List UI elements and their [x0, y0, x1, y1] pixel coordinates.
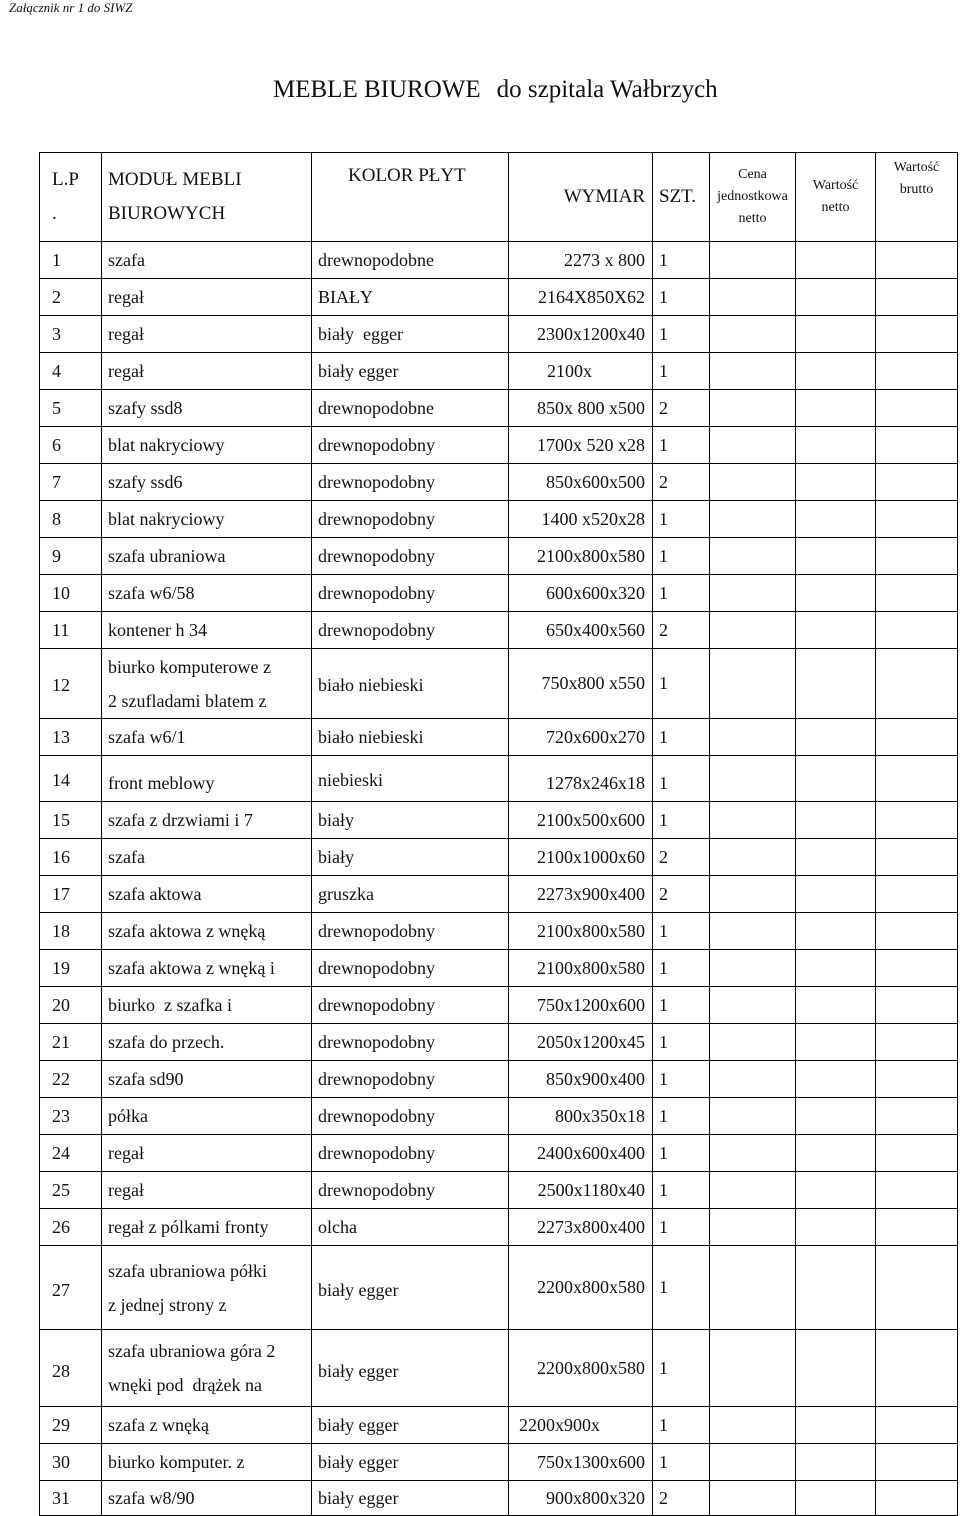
- cell-value-net: [796, 242, 876, 279]
- cell-dimensions: 2500x1180x40: [509, 1172, 653, 1209]
- cell-dimensions: 2100x1000x60: [509, 839, 653, 876]
- col-header-value-net: Wartość netto: [796, 153, 876, 242]
- cell-unit-price: [710, 612, 796, 649]
- cell-name: regał: [102, 353, 312, 390]
- cell-unit-price: [710, 427, 796, 464]
- cell-qty: 1: [653, 1135, 710, 1172]
- cell-lp: 12: [40, 649, 102, 719]
- table-row: [40, 464, 958, 501]
- cell-lp: 19: [40, 950, 102, 987]
- cell-dimensions: 650x400x560: [509, 612, 653, 649]
- cell-unit-price: [710, 279, 796, 316]
- cell-unit-price: [710, 1246, 796, 1330]
- cell-value-gross: [876, 390, 958, 427]
- cell-value-net: [796, 1209, 876, 1246]
- cell-dimensions: 850x600x500: [509, 464, 653, 501]
- cell-color: drewnopodobne: [312, 242, 509, 279]
- cell-lp: 3: [40, 316, 102, 353]
- cell-name: szafa aktowa z wnęką: [102, 913, 312, 950]
- cell-qty: 1: [653, 279, 710, 316]
- cell-dimensions: 2200x900x: [509, 1407, 653, 1444]
- cell-lp: 6: [40, 427, 102, 464]
- cell-unit-price: [710, 719, 796, 756]
- table-row: [40, 1330, 958, 1407]
- cell-name: biurko komputer. z: [102, 1444, 312, 1481]
- cell-qty: 2: [653, 876, 710, 913]
- table-row: [40, 1098, 958, 1135]
- cell-name: regał z pólkami fronty: [102, 1209, 312, 1246]
- table-row: [40, 1444, 958, 1481]
- cell-lp: 27: [40, 1246, 102, 1330]
- cell-color: drewnopodobny: [312, 913, 509, 950]
- cell-lp: 20: [40, 987, 102, 1024]
- cell-unit-price: [710, 987, 796, 1024]
- cell-unit-price: [710, 802, 796, 839]
- cell-unit-price: [710, 1407, 796, 1444]
- table-row: [40, 1246, 958, 1330]
- cell-dimensions: 850x900x400: [509, 1061, 653, 1098]
- cell-qty: 1: [653, 316, 710, 353]
- cell-dimensions: 2273 x 800: [509, 242, 653, 279]
- cell-value-net: [796, 316, 876, 353]
- cell-unit-price: [710, 1135, 796, 1172]
- cell-qty: 1: [653, 1172, 710, 1209]
- col-header-dimensions: WYMIAR: [509, 153, 653, 242]
- cell-unit-price: [710, 501, 796, 538]
- cell-unit-price: [710, 390, 796, 427]
- cell-value-gross: [876, 538, 958, 575]
- cell-color: drewnopodobny: [312, 1098, 509, 1135]
- table-row: [40, 1135, 958, 1172]
- cell-unit-price: [710, 1172, 796, 1209]
- cell-lp: 9: [40, 538, 102, 575]
- cell-dimensions: 800x350x18: [509, 1098, 653, 1135]
- cell-qty: 2: [653, 1481, 710, 1516]
- cell-value-net: [796, 1330, 876, 1407]
- table-row: [40, 242, 958, 279]
- cell-unit-price: [710, 649, 796, 719]
- cell-qty: 1: [653, 1246, 710, 1330]
- cell-lp: 13: [40, 719, 102, 756]
- cell-unit-price: [710, 913, 796, 950]
- cell-value-gross: [876, 427, 958, 464]
- table-row: [40, 427, 958, 464]
- table-row: [40, 649, 958, 719]
- cell-qty: 2: [653, 464, 710, 501]
- cell-unit-price: [710, 242, 796, 279]
- cell-qty: 1: [653, 802, 710, 839]
- cell-name: szafa sd90: [102, 1061, 312, 1098]
- cell-name: blat nakryciowy: [102, 427, 312, 464]
- cell-value-net: [796, 1061, 876, 1098]
- cell-value-gross: [876, 1061, 958, 1098]
- cell-value-gross: [876, 1209, 958, 1246]
- cell-value-net: [796, 1481, 876, 1516]
- cell-color: drewnopodobny: [312, 612, 509, 649]
- cell-qty: 1: [653, 1209, 710, 1246]
- cell-color: biały egger: [312, 1407, 509, 1444]
- cell-value-gross: [876, 1407, 958, 1444]
- cell-lp: 15: [40, 802, 102, 839]
- cell-dimensions: 2100x800x580: [509, 913, 653, 950]
- cell-lp: 17: [40, 876, 102, 913]
- cell-name: szafa w8/90: [102, 1481, 312, 1516]
- cell-color: drewnopodobny: [312, 1061, 509, 1098]
- cell-value-net: [796, 839, 876, 876]
- cell-name: regał: [102, 1172, 312, 1209]
- cell-dimensions: 2273x900x400: [509, 876, 653, 913]
- cell-color: drewnopodobny: [312, 1135, 509, 1172]
- cell-value-net: [796, 464, 876, 501]
- cell-value-net: [796, 802, 876, 839]
- cell-dimensions: 900x800x320: [509, 1481, 653, 1516]
- cell-qty: 1: [653, 950, 710, 987]
- cell-name: blat nakryciowy: [102, 501, 312, 538]
- cell-qty: 1: [653, 1444, 710, 1481]
- cell-qty: 1: [653, 427, 710, 464]
- cell-dimensions: 2200x800x580: [509, 1246, 653, 1330]
- cell-color: gruszka: [312, 876, 509, 913]
- cell-lp: 28: [40, 1330, 102, 1407]
- table-row: [40, 538, 958, 575]
- cell-name: szafa aktowa z wnęką i: [102, 950, 312, 987]
- cell-dimensions: 2100x: [509, 353, 653, 390]
- cell-dimensions: 2100x800x580: [509, 950, 653, 987]
- cell-lp: 8: [40, 501, 102, 538]
- cell-dimensions: 2100x800x580: [509, 538, 653, 575]
- cell-value-gross: [876, 353, 958, 390]
- cell-color: olcha: [312, 1209, 509, 1246]
- cell-lp: 23: [40, 1098, 102, 1135]
- cell-lp: 24: [40, 1135, 102, 1172]
- table-row: [40, 987, 958, 1024]
- table-row: [40, 756, 958, 802]
- cell-unit-price: [710, 538, 796, 575]
- cell-color: biały egger: [312, 1246, 509, 1330]
- cell-value-gross: [876, 913, 958, 950]
- cell-dimensions: 750x1200x600: [509, 987, 653, 1024]
- cell-dimensions: 600x600x320: [509, 575, 653, 612]
- cell-qty: 1: [653, 1330, 710, 1407]
- table-row: [40, 1172, 958, 1209]
- cell-lp: 25: [40, 1172, 102, 1209]
- cell-value-gross: [876, 950, 958, 987]
- cell-dimensions: 720x600x270: [509, 719, 653, 756]
- cell-dimensions: 1400 x520x28: [509, 501, 653, 538]
- col-header-unit-price: Cena jednostkowa netto: [710, 153, 796, 242]
- cell-value-gross: [876, 612, 958, 649]
- cell-qty: 1: [653, 649, 710, 719]
- cell-color: drewnopodobny: [312, 950, 509, 987]
- cell-name: szafa z drzwiami i 7: [102, 802, 312, 839]
- cell-value-gross: [876, 316, 958, 353]
- cell-name: półka: [102, 1098, 312, 1135]
- cell-unit-price: [710, 464, 796, 501]
- cell-color: drewnopodobny: [312, 987, 509, 1024]
- cell-value-gross: [876, 802, 958, 839]
- table-row: [40, 876, 958, 913]
- cell-name: biurko komputerowe z 2 szufladami blatem z: [102, 649, 312, 719]
- cell-dimensions: 1700x 520 x28: [509, 427, 653, 464]
- cell-value-net: [796, 353, 876, 390]
- cell-value-net: [796, 1407, 876, 1444]
- cell-name: front meblowy: [102, 756, 312, 802]
- cell-color: drewnopodobny: [312, 501, 509, 538]
- cell-name: szafa ubraniowa góra 2 wnęki pod drążek na: [102, 1330, 312, 1407]
- cell-unit-price: [710, 950, 796, 987]
- table-row: [40, 1209, 958, 1246]
- cell-value-net: [796, 987, 876, 1024]
- cell-unit-price: [710, 1481, 796, 1516]
- cell-value-net: [796, 1135, 876, 1172]
- cell-value-gross: [876, 1172, 958, 1209]
- cell-color: drewnopodobny: [312, 1172, 509, 1209]
- cell-value-gross: [876, 1098, 958, 1135]
- cell-name: szafa ubraniowa: [102, 538, 312, 575]
- table-row: [40, 719, 958, 756]
- cell-color: biały egger: [312, 1444, 509, 1481]
- cell-value-gross: [876, 1135, 958, 1172]
- table-row: [40, 390, 958, 427]
- col-header-module: MODUŁ MEBLI BIUROWYCH: [102, 153, 312, 242]
- cell-color: niebieski: [312, 756, 509, 802]
- col-header-qty: SZT.: [653, 153, 710, 242]
- cell-dimensions: 750x800 x550: [509, 649, 653, 719]
- cell-qty: 1: [653, 1024, 710, 1061]
- cell-color: biały egger: [312, 1330, 509, 1407]
- cell-qty: 1: [653, 242, 710, 279]
- cell-dimensions: 2050x1200x45: [509, 1024, 653, 1061]
- cell-qty: 2: [653, 612, 710, 649]
- cell-name: szafa ubraniowa półki z jednej strony z: [102, 1246, 312, 1330]
- cell-value-net: [796, 649, 876, 719]
- table-row: [40, 279, 958, 316]
- cell-color: biały egger: [312, 316, 509, 353]
- cell-qty: 1: [653, 756, 710, 802]
- cell-value-gross: [876, 876, 958, 913]
- page-title: MEBLE BIUROWE do szpitala Wałbrzych: [273, 76, 718, 103]
- cell-unit-price: [710, 1024, 796, 1061]
- cell-value-gross: [876, 1024, 958, 1061]
- cell-lp: 7: [40, 464, 102, 501]
- cell-value-net: [796, 1444, 876, 1481]
- table-row: [40, 913, 958, 950]
- col-header-value-gross: Wartość brutto: [876, 153, 958, 242]
- cell-qty: 1: [653, 987, 710, 1024]
- cell-unit-price: [710, 1444, 796, 1481]
- cell-qty: 2: [653, 390, 710, 427]
- cell-value-gross: [876, 1246, 958, 1330]
- table-row: [40, 1024, 958, 1061]
- cell-value-net: [796, 612, 876, 649]
- table-row: [40, 612, 958, 649]
- cell-dimensions: 1278x246x18: [509, 756, 653, 802]
- cell-color: drewnopodobny: [312, 538, 509, 575]
- cell-value-net: [796, 1024, 876, 1061]
- col-header-lp: L.P .: [40, 153, 102, 242]
- cell-dimensions: 2400x600x400: [509, 1135, 653, 1172]
- cell-value-net: [796, 913, 876, 950]
- cell-value-net: [796, 876, 876, 913]
- cell-dimensions: 2273x800x400: [509, 1209, 653, 1246]
- cell-dimensions: 850x 800 x500: [509, 390, 653, 427]
- cell-dimensions: 750x1300x600: [509, 1444, 653, 1481]
- cell-name: szafa w6/1: [102, 719, 312, 756]
- cell-name: regał: [102, 279, 312, 316]
- cell-qty: 1: [653, 1407, 710, 1444]
- cell-value-net: [796, 279, 876, 316]
- cell-value-gross: [876, 464, 958, 501]
- cell-qty: 1: [653, 913, 710, 950]
- cell-color: biały: [312, 839, 509, 876]
- cell-name: szafy ssd6: [102, 464, 312, 501]
- cell-name: szafa w6/58: [102, 575, 312, 612]
- table-row: [40, 839, 958, 876]
- cell-lp: 21: [40, 1024, 102, 1061]
- cell-value-net: [796, 1098, 876, 1135]
- col-header-color: KOLOR PŁYT: [312, 153, 509, 242]
- cell-color: biało niebieski: [312, 719, 509, 756]
- table-header-row: [40, 153, 958, 242]
- cell-lp: 31: [40, 1481, 102, 1516]
- cell-lp: 29: [40, 1407, 102, 1444]
- table-row: [40, 950, 958, 987]
- cell-lp: 5: [40, 390, 102, 427]
- cell-color: drewnopodobny: [312, 427, 509, 464]
- cell-unit-price: [710, 839, 796, 876]
- cell-color: biały egger: [312, 1481, 509, 1516]
- cell-value-gross: [876, 1444, 958, 1481]
- cell-lp: 14: [40, 756, 102, 802]
- cell-lp: 16: [40, 839, 102, 876]
- table-row: [40, 1481, 958, 1516]
- table-row: [40, 316, 958, 353]
- cell-qty: 1: [653, 538, 710, 575]
- cell-value-gross: [876, 756, 958, 802]
- cell-unit-price: [710, 876, 796, 913]
- cell-value-gross: [876, 242, 958, 279]
- cell-qty: 1: [653, 1098, 710, 1135]
- cell-color: BIAŁY: [312, 279, 509, 316]
- furniture-table: [39, 152, 958, 1516]
- cell-value-net: [796, 538, 876, 575]
- cell-qty: 1: [653, 575, 710, 612]
- cell-name: biurko z szafka i: [102, 987, 312, 1024]
- cell-value-gross: [876, 279, 958, 316]
- cell-lp: 11: [40, 612, 102, 649]
- cell-qty: 2: [653, 839, 710, 876]
- cell-lp: 22: [40, 1061, 102, 1098]
- cell-lp: 4: [40, 353, 102, 390]
- cell-value-net: [796, 950, 876, 987]
- cell-value-gross: [876, 719, 958, 756]
- cell-name: szafa: [102, 242, 312, 279]
- cell-value-gross: [876, 501, 958, 538]
- cell-value-net: [796, 719, 876, 756]
- cell-unit-price: [710, 316, 796, 353]
- cell-lp: 18: [40, 913, 102, 950]
- cell-unit-price: [710, 756, 796, 802]
- cell-dimensions: 2164X850X62: [509, 279, 653, 316]
- cell-name: szafy ssd8: [102, 390, 312, 427]
- cell-value-net: [796, 756, 876, 802]
- table-row: [40, 1061, 958, 1098]
- cell-value-gross: [876, 1481, 958, 1516]
- cell-lp: 26: [40, 1209, 102, 1246]
- cell-unit-price: [710, 1098, 796, 1135]
- cell-dimensions: 2300x1200x40: [509, 316, 653, 353]
- cell-lp: 30: [40, 1444, 102, 1481]
- cell-value-gross: [876, 575, 958, 612]
- cell-lp: 2: [40, 279, 102, 316]
- table-row: [40, 353, 958, 390]
- cell-value-net: [796, 427, 876, 464]
- table-row: [40, 575, 958, 612]
- table-row: [40, 501, 958, 538]
- cell-qty: 1: [653, 1061, 710, 1098]
- cell-value-gross: [876, 1330, 958, 1407]
- cell-color: biało niebieski: [312, 649, 509, 719]
- cell-name: szafa: [102, 839, 312, 876]
- cell-color: biały: [312, 802, 509, 839]
- cell-name: szafa z wnęką: [102, 1407, 312, 1444]
- cell-unit-price: [710, 353, 796, 390]
- cell-dimensions: 2100x500x600: [509, 802, 653, 839]
- cell-value-net: [796, 575, 876, 612]
- cell-dimensions: 2200x800x580: [509, 1330, 653, 1407]
- cell-value-net: [796, 1246, 876, 1330]
- table-row: [40, 1407, 958, 1444]
- cell-qty: 1: [653, 501, 710, 538]
- cell-value-net: [796, 390, 876, 427]
- cell-name: szafa do przech.: [102, 1024, 312, 1061]
- cell-unit-price: [710, 575, 796, 612]
- cell-unit-price: [710, 1061, 796, 1098]
- table-row: [40, 802, 958, 839]
- cell-name: kontener h 34: [102, 612, 312, 649]
- attachment-label: Załącznik nr 1 do SIWZ: [9, 0, 133, 15]
- cell-color: drewnopodobny: [312, 464, 509, 501]
- cell-value-net: [796, 1172, 876, 1209]
- cell-value-net: [796, 501, 876, 538]
- cell-lp: 10: [40, 575, 102, 612]
- cell-qty: 1: [653, 719, 710, 756]
- cell-name: regał: [102, 1135, 312, 1172]
- cell-color: biały egger: [312, 353, 509, 390]
- cell-name: szafa aktowa: [102, 876, 312, 913]
- cell-value-gross: [876, 649, 958, 719]
- cell-unit-price: [710, 1209, 796, 1246]
- cell-unit-price: [710, 1330, 796, 1407]
- cell-value-gross: [876, 987, 958, 1024]
- cell-name: regał: [102, 316, 312, 353]
- cell-color: drewnopodobny: [312, 575, 509, 612]
- cell-color: drewnopodobny: [312, 1024, 509, 1061]
- cell-color: drewnopodobne: [312, 390, 509, 427]
- cell-lp: 1: [40, 242, 102, 279]
- cell-qty: 1: [653, 353, 710, 390]
- cell-value-gross: [876, 839, 958, 876]
